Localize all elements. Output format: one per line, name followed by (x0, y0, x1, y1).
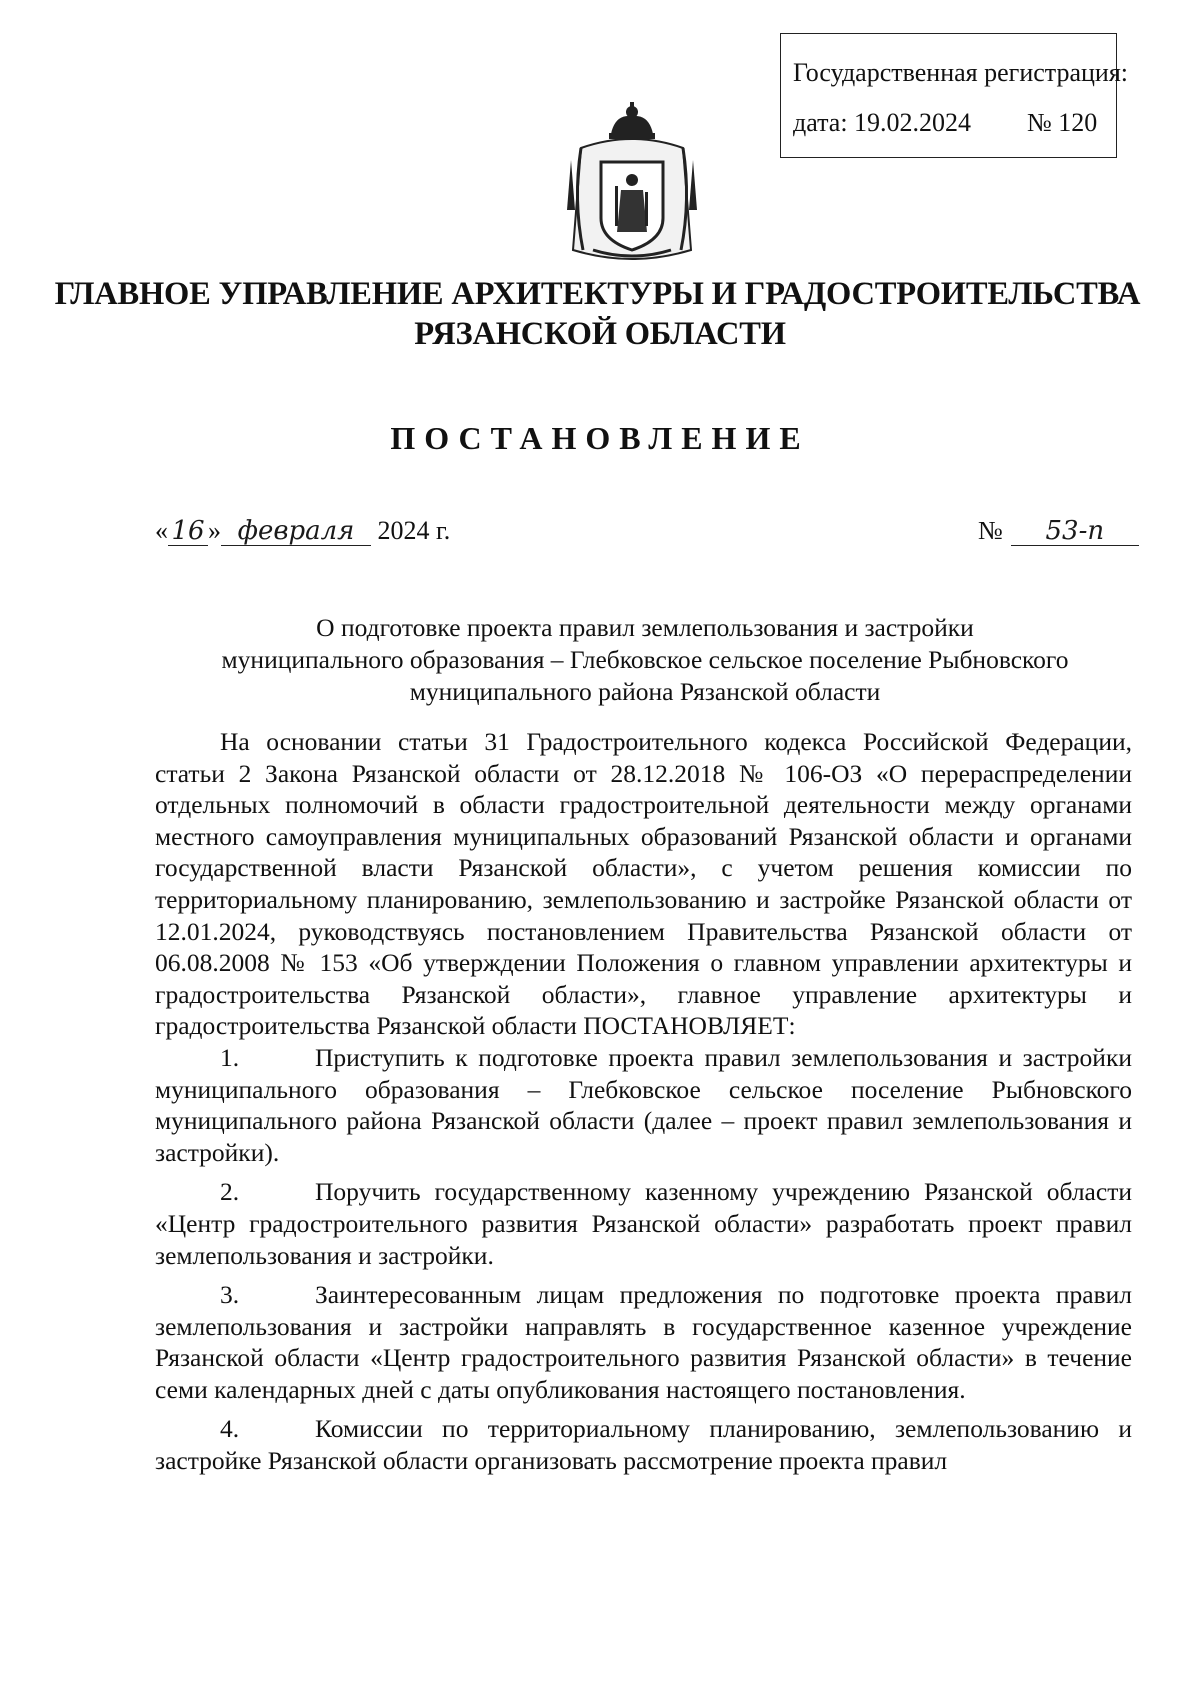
date-day-handwritten: 16 (168, 517, 208, 546)
registration-date: дата: 19.02.2024 (793, 108, 972, 137)
date-close-quote: » (208, 516, 221, 545)
document-date (155, 516, 450, 546)
item-number: 3. (220, 1280, 240, 1310)
item-number: 4. (220, 1414, 240, 1444)
list-item (155, 1279, 1132, 1405)
registration-stamp (780, 33, 1129, 158)
document-subject (160, 612, 1130, 708)
item-text: Заинтересованным лицам предложения по подготовке проекта правил землепользования и застройки направлять в государственное казенное учреждение Рязанской области «Центр градостроительного развития Рязанской области» в течение семи календарных дней с даты опубликования настоящего постановления. (155, 1280, 1132, 1404)
date-year: 2024 г. (377, 516, 451, 545)
date-month-handwritten: февраля (221, 517, 371, 546)
organization-line-1: ГЛАВНОЕ УПРАВЛЕНИЕ АРХИТЕКТУРЫ И ГРАДОСТРОИТЕЛЬСТВА (54, 276, 1141, 312)
subject-line-2: муниципального образования – Глебковское сельское поселение Рыбновского (221, 645, 1069, 674)
item-text: Приступить к подготовке проекта правил землепользования и застройки муниципального образования – Глебковское сельское поселение Рыбновского муниципального района Рязанской области (далее – проект правил землепользования и застройки). (155, 1042, 1132, 1167)
item-text: Комиссии по территориальному планированию, землепользованию и застройке Рязанской области организовать рассмотрение проекта правил (155, 1414, 1132, 1476)
registration-title: Государственная регистрация: (793, 58, 1129, 87)
document-body (155, 726, 1132, 1477)
document-type: ПОСТАНОВЛЕНИЕ (390, 420, 810, 456)
date-open-quote: « (155, 516, 168, 545)
number-sign: № (978, 516, 1003, 545)
organization-name (0, 274, 1200, 354)
list-item (155, 1042, 1132, 1168)
list-item (155, 1176, 1132, 1271)
preamble-paragraph: На основании статьи 31 Градостроительного кодекса Российской Федерации, статьи 2 Закона Рязанской области от 28.12.2018 № 106-ОЗ «О перераспределении отдельных полномочий в области градостроительной деятельности между органами местного самоуправления муниципальных образований Рязанской области и органами государственной власти Рязанской области», с учетом решения комиссии по территориальному планированию, землепользованию и застройке Рязанской области от 12.01.2024, руководствуясь постановлением Правительства Рязанской области от 06.08.2008 № 153 «Об утверждении Положения о главном управлении архитектуры и градостроительства Рязанской области», главное управление архитектуры и градостроительства Рязанской области ПОСТАНОВЛЯЕТ: (155, 727, 1132, 1041)
item-text: Поручить государственному казенному учреждению Рязанской области «Центр градостроительного развития Рязанской области» разработать проект правил землепользования и застройки. (155, 1177, 1132, 1270)
organization-line-2: РЯЗАНСКОЙ ОБЛАСТИ (414, 316, 786, 352)
subject-line-3: муниципального района Рязанской области (409, 677, 881, 706)
document-number (978, 516, 1139, 546)
item-number: 2. (220, 1177, 240, 1207)
subject-line-1: О подготовке проекта правил землепользования и застройки (316, 613, 974, 642)
item-number: 1. (220, 1042, 240, 1072)
coat-of-arms-ryazan-icon (563, 100, 701, 268)
registration-number: № 120 (1027, 108, 1098, 137)
list-item (155, 1413, 1132, 1476)
number-value-handwritten: 53-п (1011, 517, 1139, 546)
